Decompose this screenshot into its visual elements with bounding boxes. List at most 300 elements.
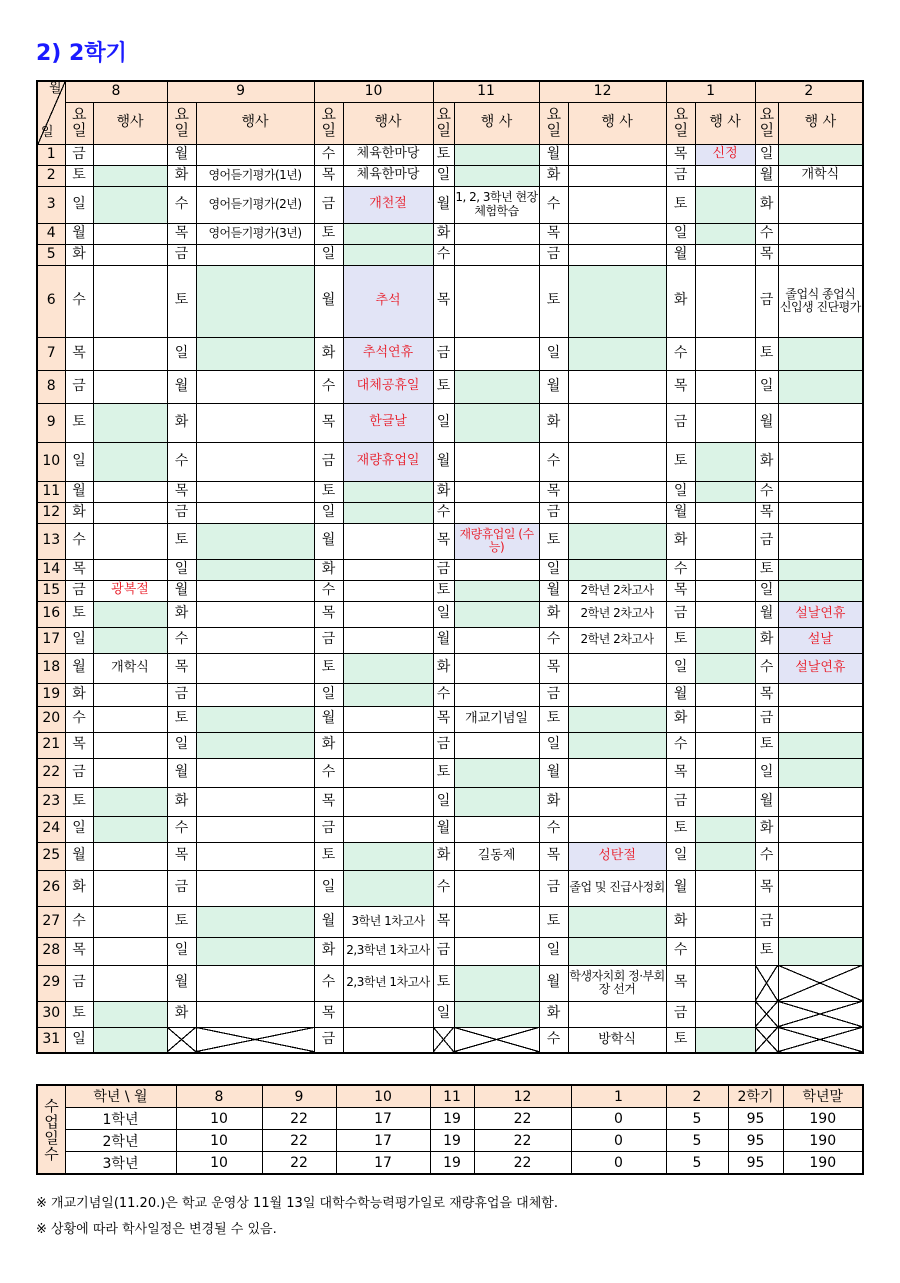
event-cell: [778, 244, 863, 265]
weekday-cell: 금: [433, 559, 454, 580]
event-cell: [343, 627, 433, 653]
summary-header: 학년 \ 월: [65, 1085, 176, 1108]
weekday-cell: 금: [65, 370, 93, 403]
summary-value: 22: [262, 1130, 336, 1152]
event-cell: 2학년 2차고사: [568, 601, 666, 627]
event-cell: [196, 816, 314, 842]
weekday-cell: 일: [539, 337, 568, 370]
summary-value: 22: [262, 1108, 336, 1130]
weekday-cell: 목: [65, 937, 93, 965]
summary-value: 22: [474, 1152, 571, 1175]
event-cell: [695, 732, 755, 758]
weekday-cell: 목: [314, 165, 343, 186]
summary-value: 5: [666, 1108, 728, 1130]
event-cell: 설날연휴: [778, 601, 863, 627]
event-cell: [454, 265, 539, 337]
event-cell: [93, 502, 167, 523]
weekday-cell: 일: [666, 653, 695, 683]
event-cell: [454, 481, 539, 502]
event-cell: [568, 481, 666, 502]
summary-value: 5: [666, 1152, 728, 1175]
event-cell: 길동제: [454, 842, 539, 870]
weekday-cell: 일: [314, 683, 343, 706]
month-header: 2: [755, 81, 863, 102]
event-cell: [343, 523, 433, 559]
event-cell: [568, 683, 666, 706]
weekday-cell: 토: [755, 937, 778, 965]
dow-header: [433, 102, 454, 144]
weekday-cell: 토: [755, 337, 778, 370]
summary-header: 2학기: [728, 1085, 783, 1108]
weekday-cell: 수: [666, 337, 695, 370]
weekday-cell: 일: [666, 223, 695, 244]
event-cell: [778, 732, 863, 758]
weekday-cell: 금: [65, 144, 93, 165]
event-cell: [93, 965, 167, 1001]
event-cell: [568, 937, 666, 965]
summary-value: 10: [176, 1130, 262, 1152]
event-cell: [695, 683, 755, 706]
weekday-cell: 화: [666, 906, 695, 937]
event-cell: [343, 1001, 433, 1027]
day-number: 18: [37, 653, 65, 683]
dow-header: [314, 102, 343, 144]
event-cell: [695, 337, 755, 370]
weekday-cell: 토: [167, 906, 196, 937]
weekday-cell: 수: [755, 481, 778, 502]
weekday-cell: 수: [539, 186, 568, 223]
event-cell: 2,3학년 1차고사: [343, 937, 433, 965]
day-number: 2: [37, 165, 65, 186]
weekday-cell: 목: [167, 223, 196, 244]
weekday-cell: 목: [433, 706, 454, 732]
summary-value: 19: [430, 1152, 474, 1175]
day-number: 31: [37, 1027, 65, 1053]
weekday-cell: 일: [433, 403, 454, 442]
summary-value: 10: [176, 1152, 262, 1175]
event-cell: [93, 683, 167, 706]
event-cell: 2학년 2차고사: [568, 627, 666, 653]
summary-header: 학년말: [783, 1085, 863, 1108]
weekday-cell: 목: [666, 580, 695, 601]
day-number: 22: [37, 758, 65, 787]
month-header: 8: [65, 81, 167, 102]
summary-value: 22: [262, 1152, 336, 1175]
event-cell: [454, 502, 539, 523]
weekday-cell: 토: [433, 370, 454, 403]
event-cell: [343, 758, 433, 787]
weekday-cell: 토: [167, 706, 196, 732]
day-number: 6: [37, 265, 65, 337]
day-number: 29: [37, 965, 65, 1001]
weekday-cell: 수: [65, 706, 93, 732]
weekday-cell: 월: [666, 244, 695, 265]
weekday-cell: 금: [314, 186, 343, 223]
weekday-cell: 수: [433, 244, 454, 265]
weekday-cell: 월: [314, 523, 343, 559]
event-cell: [343, 787, 433, 816]
weekday-cell: 일: [167, 337, 196, 370]
dow-header: [755, 102, 778, 144]
weekday-cell: 수: [314, 580, 343, 601]
event-cell: [196, 244, 314, 265]
weekday-cell: 화: [167, 601, 196, 627]
event-cell: [454, 403, 539, 442]
dow-header-label: 요일: [673, 105, 689, 140]
day-number: 24: [37, 816, 65, 842]
weekday-cell: 화: [755, 186, 778, 223]
weekday-cell: 토: [755, 732, 778, 758]
event-cell: [695, 965, 755, 1001]
event-cell: [93, 1027, 167, 1053]
event-cell: [196, 144, 314, 165]
weekday-cell: 일: [539, 559, 568, 580]
day-number: 21: [37, 732, 65, 758]
event-cell: [93, 627, 167, 653]
event-cell: [93, 442, 167, 481]
weekday-cell: 화: [314, 559, 343, 580]
weekday-cell: 화: [65, 502, 93, 523]
event-cell: [454, 559, 539, 580]
event-cell: 체육한마당: [343, 165, 433, 186]
weekday-cell: 금: [314, 442, 343, 481]
event-cell: [778, 706, 863, 732]
event-cell: [568, 144, 666, 165]
dow-header-label: 요일: [72, 105, 87, 140]
event-cell: [93, 842, 167, 870]
event-cell: [568, 559, 666, 580]
event-cell: [568, 502, 666, 523]
weekday-cell: 월: [433, 186, 454, 223]
event-cell: [568, 223, 666, 244]
dow-header-label: 요일: [546, 105, 562, 140]
weekday-cell: 월: [539, 580, 568, 601]
event-cell: [196, 706, 314, 732]
weekday-cell: 월: [755, 165, 778, 186]
event-cell: [196, 337, 314, 370]
event-cell: [93, 732, 167, 758]
summary-value: 19: [430, 1108, 474, 1130]
weekday-cell: 화: [755, 816, 778, 842]
event-header: 행사: [93, 102, 167, 144]
weekday-cell: 화: [314, 732, 343, 758]
event-cell: [695, 580, 755, 601]
month-header: 1: [666, 81, 755, 102]
event-cell: [93, 601, 167, 627]
event-cell: [196, 403, 314, 442]
day-number: 7: [37, 337, 65, 370]
weekday-cell: 금: [314, 816, 343, 842]
event-cell: [454, 870, 539, 906]
event-cell: [454, 442, 539, 481]
weekday-cell: 목: [539, 481, 568, 502]
event-cell: [778, 403, 863, 442]
event-header: 행 사: [568, 102, 666, 144]
empty-event-cell: [778, 965, 863, 1001]
event-cell: 개학식: [778, 165, 863, 186]
event-cell: 대체공휴일: [343, 370, 433, 403]
weekday-cell: 화: [666, 265, 695, 337]
weekday-cell: 월: [539, 965, 568, 1001]
weekday-cell: 금: [666, 601, 695, 627]
event-cell: [196, 601, 314, 627]
footnote-2: ※ 상황에 따라 학사일정은 변경될 수 있음.: [36, 1222, 277, 1237]
day-number: 14: [37, 559, 65, 580]
event-cell: [196, 523, 314, 559]
day-number: 13: [37, 523, 65, 559]
weekday-cell: 일: [539, 937, 568, 965]
page-title: 2) 2학기: [36, 41, 127, 66]
event-cell: [695, 502, 755, 523]
weekday-cell: 목: [433, 265, 454, 337]
event-cell: [343, 559, 433, 580]
empty-event-cell: [196, 1027, 314, 1053]
event-cell: [778, 787, 863, 816]
event-cell: [695, 758, 755, 787]
weekday-cell: 토: [314, 842, 343, 870]
event-cell: [454, 244, 539, 265]
event-cell: [454, 337, 539, 370]
weekday-cell: 목: [433, 906, 454, 937]
weekday-cell: 일: [167, 559, 196, 580]
event-cell: [93, 165, 167, 186]
day-number: 23: [37, 787, 65, 816]
weekday-cell: 월: [314, 706, 343, 732]
weekday-cell: 토: [539, 523, 568, 559]
event-cell: [196, 758, 314, 787]
event-cell: [93, 265, 167, 337]
weekday-cell: 화: [314, 337, 343, 370]
event-cell: [778, 937, 863, 965]
weekday-cell: 수: [666, 559, 695, 580]
empty-day-cell: [433, 1027, 454, 1053]
event-cell: 영어듣기평가(1년): [196, 165, 314, 186]
weekday-cell: 목: [755, 244, 778, 265]
weekday-cell: 목: [755, 683, 778, 706]
event-cell: [196, 906, 314, 937]
weekday-cell: 수: [666, 732, 695, 758]
weekday-cell: 금: [65, 758, 93, 787]
day-number: 12: [37, 502, 65, 523]
weekday-cell: 수: [65, 265, 93, 337]
weekday-cell: 월: [167, 370, 196, 403]
dow-header-label: 요일: [321, 105, 337, 140]
weekday-cell: 화: [539, 601, 568, 627]
weekday-cell: 일: [539, 732, 568, 758]
day-number: 5: [37, 244, 65, 265]
weekday-cell: 월: [666, 683, 695, 706]
weekday-cell: 수: [314, 965, 343, 1001]
weekday-cell: 목: [314, 787, 343, 816]
summary-value: 17: [336, 1130, 430, 1152]
event-cell: [93, 403, 167, 442]
weekday-cell: 금: [666, 165, 695, 186]
weekday-cell: 화: [539, 403, 568, 442]
weekday-cell: 월: [755, 403, 778, 442]
weekday-cell: 목: [666, 144, 695, 165]
event-cell: [93, 906, 167, 937]
month-corner-label: 월: [48, 81, 62, 96]
event-cell: [695, 523, 755, 559]
summary-value: 95: [728, 1152, 783, 1175]
event-cell: 2,3학년 1차고사: [343, 965, 433, 1001]
day-number: 9: [37, 403, 65, 442]
empty-event-cell: [778, 1027, 863, 1053]
day-number: 11: [37, 481, 65, 502]
weekday-cell: 월: [755, 601, 778, 627]
weekday-cell: 월: [755, 787, 778, 816]
class-days-label-text: 수업일수: [44, 1096, 59, 1163]
event-cell: [343, 870, 433, 906]
weekday-cell: 금: [755, 523, 778, 559]
weekday-cell: 목: [167, 842, 196, 870]
summary-header: 12: [474, 1085, 571, 1108]
event-cell: [568, 706, 666, 732]
event-cell: [93, 523, 167, 559]
empty-day-cell: [755, 1027, 778, 1053]
event-cell: [454, 787, 539, 816]
event-cell: 3학년 1차고사: [343, 906, 433, 937]
weekday-cell: 목: [666, 758, 695, 787]
event-cell: [196, 265, 314, 337]
weekday-cell: 토: [666, 1027, 695, 1053]
weekday-cell: 금: [539, 870, 568, 906]
weekday-cell: 목: [65, 559, 93, 580]
weekday-cell: 토: [539, 906, 568, 937]
summary-value: 19: [430, 1130, 474, 1152]
event-cell: [778, 370, 863, 403]
weekday-cell: 토: [666, 186, 695, 223]
event-cell: 체육한마당: [343, 144, 433, 165]
event-cell: [695, 481, 755, 502]
event-cell: [778, 870, 863, 906]
day-number: 8: [37, 370, 65, 403]
weekday-cell: 토: [314, 223, 343, 244]
summary-value: 190: [783, 1130, 863, 1152]
weekday-cell: 목: [539, 223, 568, 244]
event-cell: [454, 627, 539, 653]
weekday-cell: 수: [433, 683, 454, 706]
event-cell: 방학식: [568, 1027, 666, 1053]
summary-header: 8: [176, 1085, 262, 1108]
weekday-cell: 월: [167, 144, 196, 165]
event-cell: [93, 244, 167, 265]
event-cell: [343, 244, 433, 265]
event-cell: [196, 653, 314, 683]
event-cell: [778, 186, 863, 223]
event-cell: 설날: [778, 627, 863, 653]
day-number: 15: [37, 580, 65, 601]
event-cell: [454, 965, 539, 1001]
weekday-cell: 토: [65, 403, 93, 442]
weekday-cell: 수: [167, 627, 196, 653]
weekday-cell: 금: [65, 580, 93, 601]
weekday-cell: 금: [167, 683, 196, 706]
event-cell: 광복절: [93, 580, 167, 601]
weekday-cell: 금: [755, 906, 778, 937]
event-cell: [568, 370, 666, 403]
weekday-cell: 일: [65, 816, 93, 842]
weekday-cell: 월: [666, 870, 695, 906]
weekday-cell: 화: [65, 683, 93, 706]
weekday-cell: 일: [755, 370, 778, 403]
event-cell: [93, 787, 167, 816]
event-cell: [568, 244, 666, 265]
weekday-cell: 일: [314, 502, 343, 523]
event-cell: 개학식: [93, 653, 167, 683]
weekday-cell: 수: [314, 144, 343, 165]
weekday-cell: 화: [755, 627, 778, 653]
empty-day-cell: [755, 1001, 778, 1027]
weekday-cell: 화: [433, 481, 454, 502]
weekday-cell: 화: [167, 787, 196, 816]
event-cell: [695, 1027, 755, 1053]
dow-header: [65, 102, 93, 144]
weekday-cell: 금: [433, 937, 454, 965]
weekday-cell: 수: [433, 502, 454, 523]
day-number: 20: [37, 706, 65, 732]
weekday-cell: 일: [433, 601, 454, 627]
weekday-cell: 수: [314, 370, 343, 403]
event-cell: [196, 965, 314, 1001]
event-cell: [343, 502, 433, 523]
event-cell: [343, 223, 433, 244]
weekday-cell: 일: [167, 732, 196, 758]
event-cell: [695, 186, 755, 223]
weekday-cell: 토: [433, 758, 454, 787]
weekday-cell: 토: [314, 653, 343, 683]
event-cell: 졸업식 종업식 신입생 진단평가: [778, 265, 863, 337]
weekday-cell: 일: [755, 144, 778, 165]
weekday-cell: 수: [539, 442, 568, 481]
event-cell: [695, 816, 755, 842]
weekday-cell: 목: [539, 842, 568, 870]
event-cell: [778, 523, 863, 559]
event-cell: [568, 165, 666, 186]
event-cell: [93, 706, 167, 732]
weekday-cell: 화: [314, 937, 343, 965]
event-cell: [454, 144, 539, 165]
event-cell: [568, 337, 666, 370]
event-cell: [778, 337, 863, 370]
weekday-cell: 일: [666, 842, 695, 870]
event-cell: [454, 165, 539, 186]
summary-value: 22: [474, 1108, 571, 1130]
weekday-cell: 목: [65, 337, 93, 370]
event-cell: [568, 732, 666, 758]
weekday-cell: 목: [65, 732, 93, 758]
weekday-cell: 월: [433, 816, 454, 842]
event-cell: [568, 403, 666, 442]
event-cell: [695, 787, 755, 816]
weekday-cell: 금: [539, 683, 568, 706]
event-cell: [93, 870, 167, 906]
dow-header-label: 요일: [174, 105, 190, 140]
weekday-cell: 일: [314, 870, 343, 906]
event-cell: [196, 937, 314, 965]
event-cell: [93, 144, 167, 165]
event-cell: [454, 732, 539, 758]
weekday-cell: 화: [167, 165, 196, 186]
weekday-cell: 월: [314, 265, 343, 337]
weekday-cell: 일: [167, 937, 196, 965]
summary-value: 95: [728, 1130, 783, 1152]
event-cell: [196, 442, 314, 481]
weekday-cell: 금: [539, 244, 568, 265]
weekday-cell: 일: [314, 244, 343, 265]
weekday-cell: 화: [666, 523, 695, 559]
event-cell: [778, 683, 863, 706]
